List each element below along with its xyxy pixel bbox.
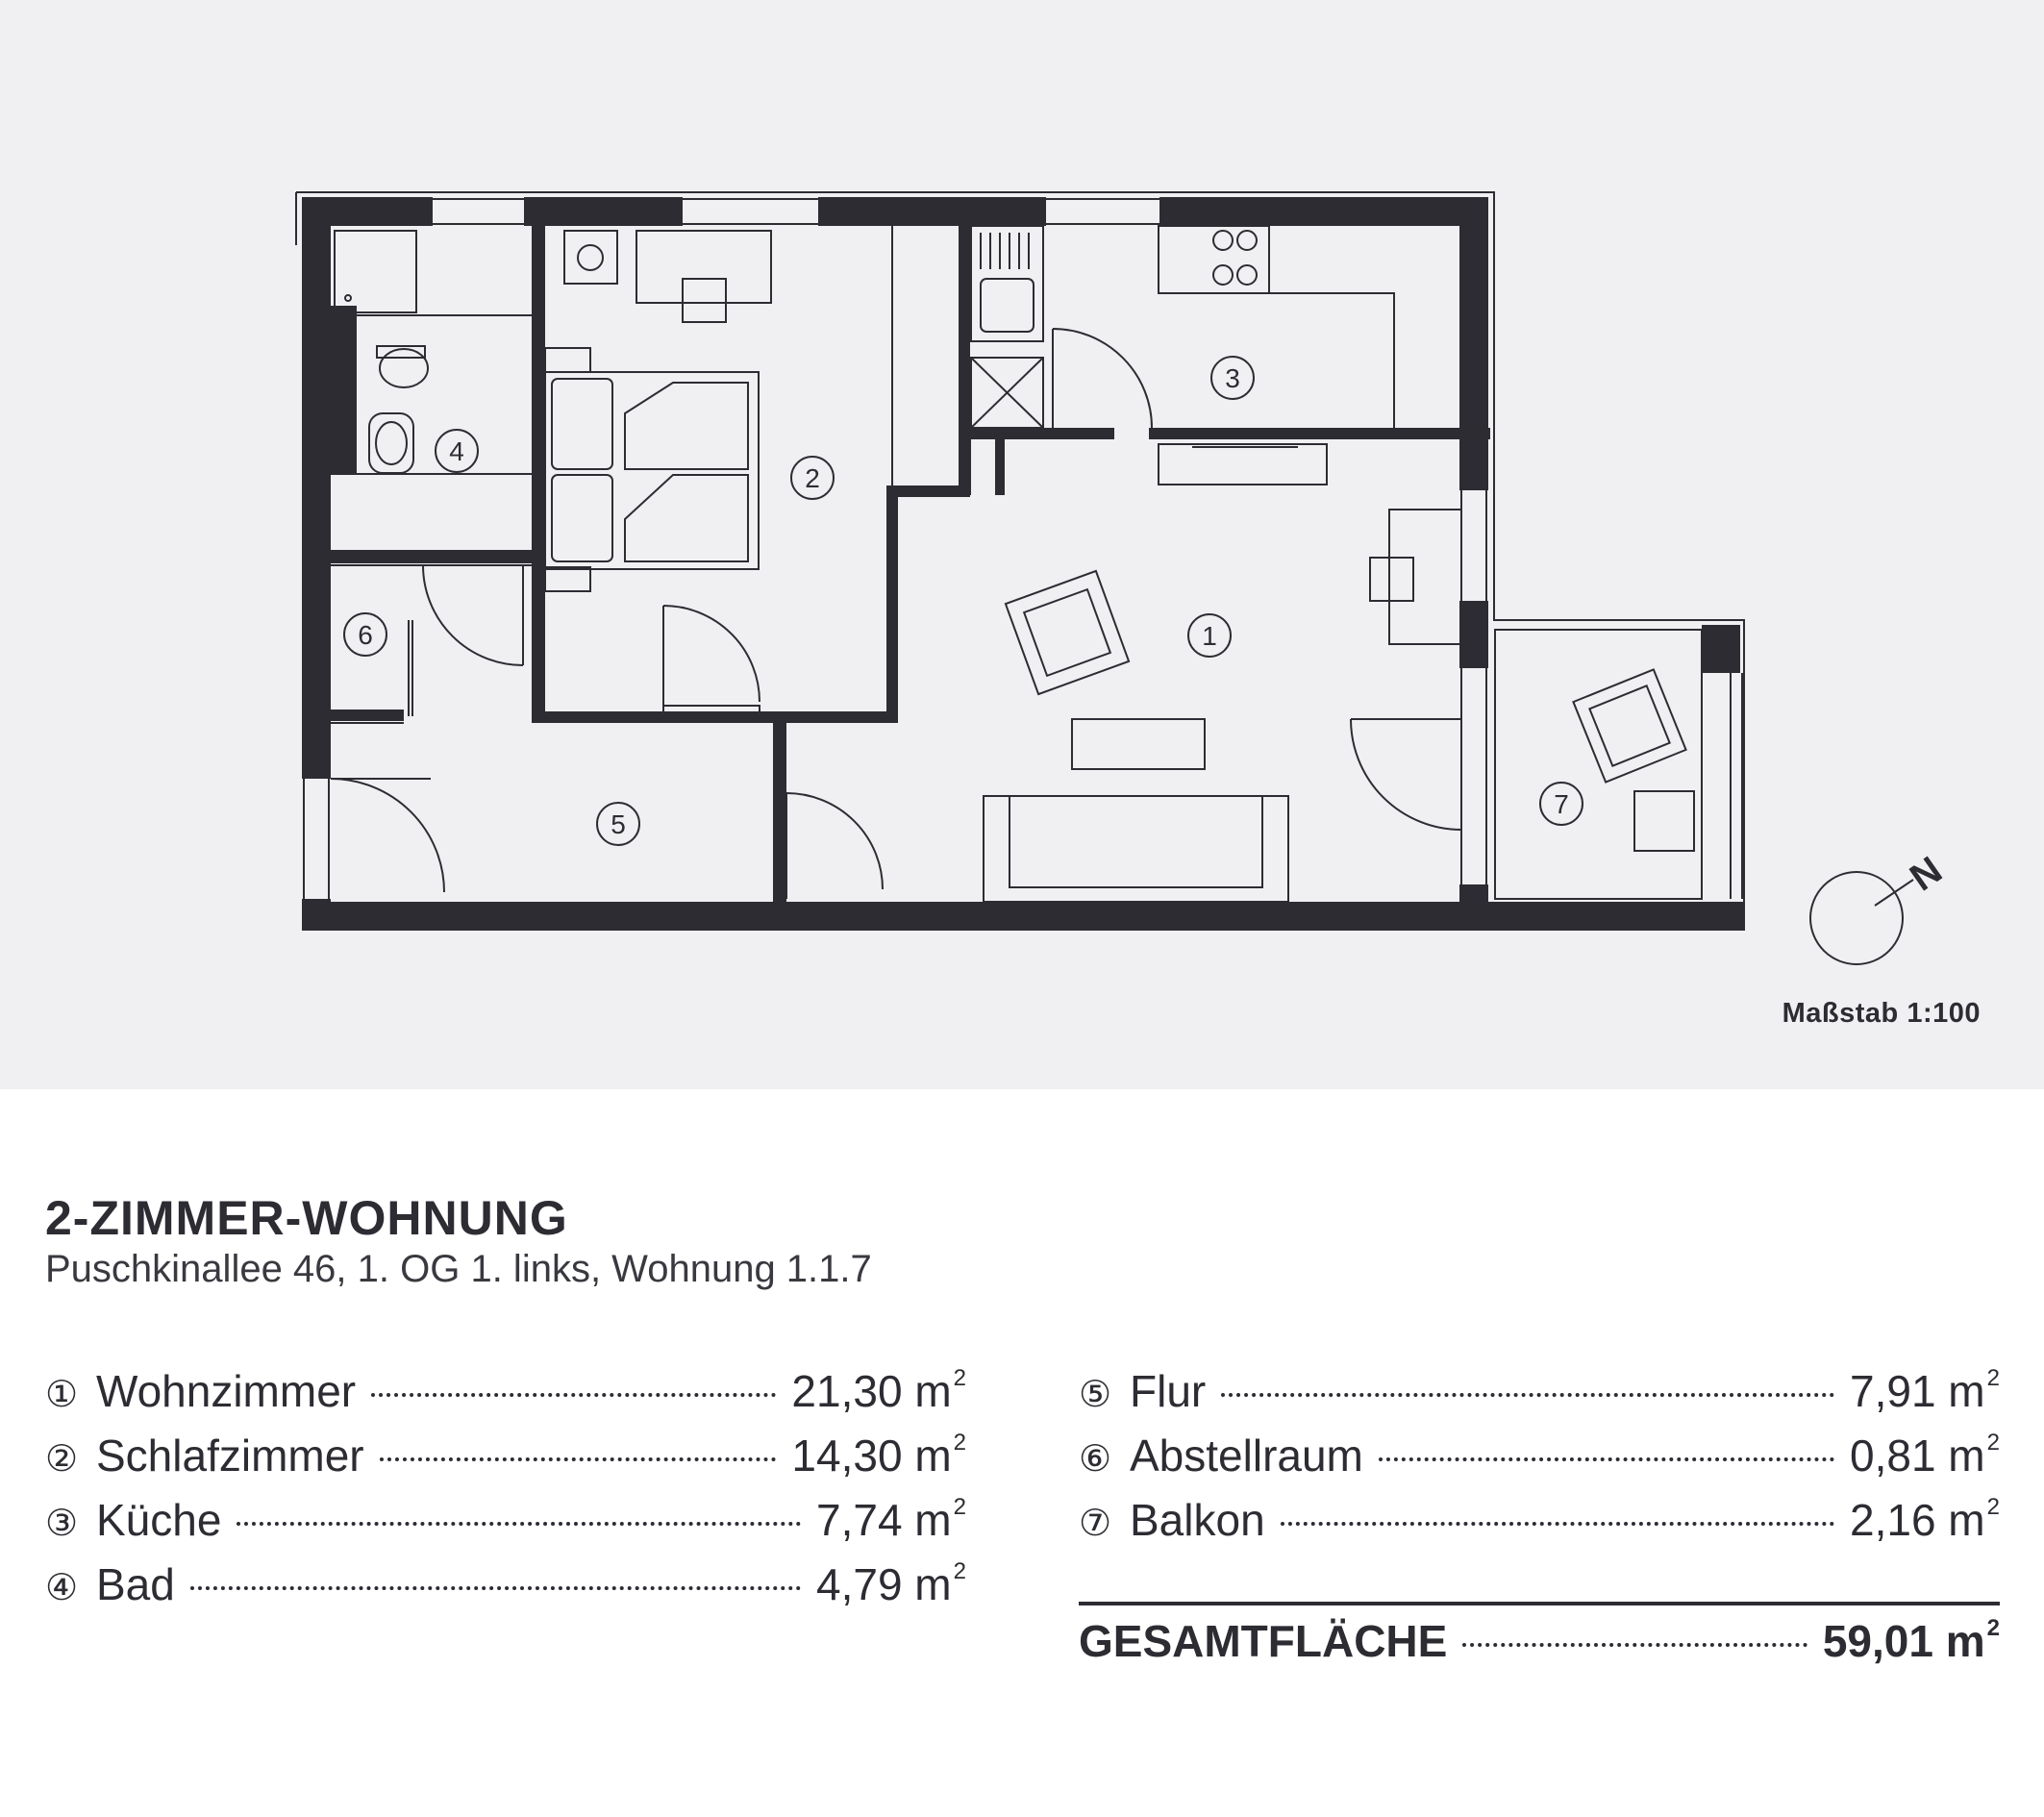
- room-number: ④: [45, 1568, 79, 1608]
- dot-leader: [371, 1393, 776, 1397]
- svg-text:3: 3: [1225, 363, 1240, 393]
- room-list-left: [45, 1365, 966, 1623]
- room-number: ①: [45, 1375, 79, 1415]
- room-area: 7,91 $m^2$: [1850, 1365, 2000, 1416]
- room-number: ⑦: [1079, 1504, 1112, 1544]
- svg-text:5: 5: [611, 809, 626, 839]
- marker-5: [597, 803, 639, 845]
- room-list-right: [1079, 1365, 2000, 1558]
- marker-4: [436, 430, 478, 472]
- room-number: ②: [45, 1439, 79, 1480]
- room-number: ⑤: [1079, 1375, 1112, 1415]
- marker-1: [1188, 614, 1231, 657]
- dot-leader: [1379, 1457, 1834, 1461]
- sofa: [984, 796, 1288, 902]
- room-row: [45, 1430, 966, 1494]
- total-label: GESAMTFLÄCHE: [1079, 1616, 1448, 1666]
- room-row: [45, 1558, 966, 1623]
- room-name: Schlafzimmer: [96, 1431, 364, 1481]
- marker-2: [791, 457, 834, 499]
- tv-board: [1159, 444, 1327, 485]
- north-arrow: [1810, 849, 1950, 964]
- room-row: [1079, 1494, 2000, 1558]
- dot-leader: [237, 1522, 801, 1526]
- balcony-chair: [1573, 669, 1685, 782]
- room-name: Abstellraum: [1130, 1431, 1363, 1481]
- room-area: 14,30 $m^2$: [791, 1430, 966, 1481]
- room-row: [1079, 1365, 2000, 1430]
- room-area: 2,16 $m^2$: [1850, 1494, 2000, 1545]
- room-row: [45, 1365, 966, 1430]
- dot-leader: [190, 1586, 801, 1590]
- dot-leader: [1281, 1522, 1834, 1526]
- total-divider: [1079, 1602, 2000, 1605]
- table: [1389, 510, 1461, 644]
- room-area: 0,81 $m^2$: [1850, 1430, 2000, 1481]
- total-row: [1079, 1615, 2000, 1667]
- room-row: [1079, 1430, 2000, 1494]
- room-area: 4,79 $m^2$: [816, 1558, 966, 1609]
- room-name: Bad: [96, 1559, 175, 1609]
- svg-text:2: 2: [805, 463, 820, 493]
- room-area: 21,30 $m^2$: [791, 1365, 966, 1416]
- apartment-address: Puschkinallee 46, 1. OG 1. links, Wohnung 1.1.7: [45, 1248, 872, 1290]
- marker-7: [1540, 783, 1583, 825]
- dot-leader: [380, 1457, 777, 1461]
- svg-text:6: 6: [358, 620, 373, 650]
- dot-leader: [1221, 1393, 1834, 1397]
- room-name: Flur: [1130, 1366, 1207, 1416]
- dot-leader: [1462, 1643, 1807, 1647]
- total-area: 59,01 $m^2$: [1822, 1615, 2000, 1666]
- toilet: [380, 349, 428, 387]
- double-bed: [545, 372, 759, 569]
- svg-text:N: N: [1902, 848, 1950, 900]
- marker-3: [1211, 357, 1254, 399]
- walls: [302, 197, 1744, 931]
- svg-text:4: 4: [449, 436, 464, 466]
- windows: [304, 199, 1742, 899]
- room-area: 7,74 $m^2$: [816, 1494, 966, 1545]
- room-number: ③: [45, 1504, 79, 1544]
- desk: [636, 231, 771, 303]
- armchair: [1006, 571, 1129, 694]
- apartment-title: 2-ZIMMER-WOHNUNG: [45, 1191, 568, 1245]
- room-name: Wohnzimmer: [96, 1366, 357, 1416]
- marker-6: [344, 613, 386, 656]
- kitchen-sink: [981, 279, 1034, 332]
- room-row: [45, 1494, 966, 1558]
- room-name: Küche: [96, 1495, 222, 1545]
- coffee-table: [1072, 719, 1205, 769]
- svg-text:1: 1: [1202, 621, 1217, 651]
- scale-label: Maßstab 1:100: [1782, 998, 1981, 1029]
- svg-text:7: 7: [1554, 789, 1569, 819]
- room-name: Balkon: [1130, 1495, 1265, 1545]
- room-number: ⑥: [1079, 1439, 1112, 1480]
